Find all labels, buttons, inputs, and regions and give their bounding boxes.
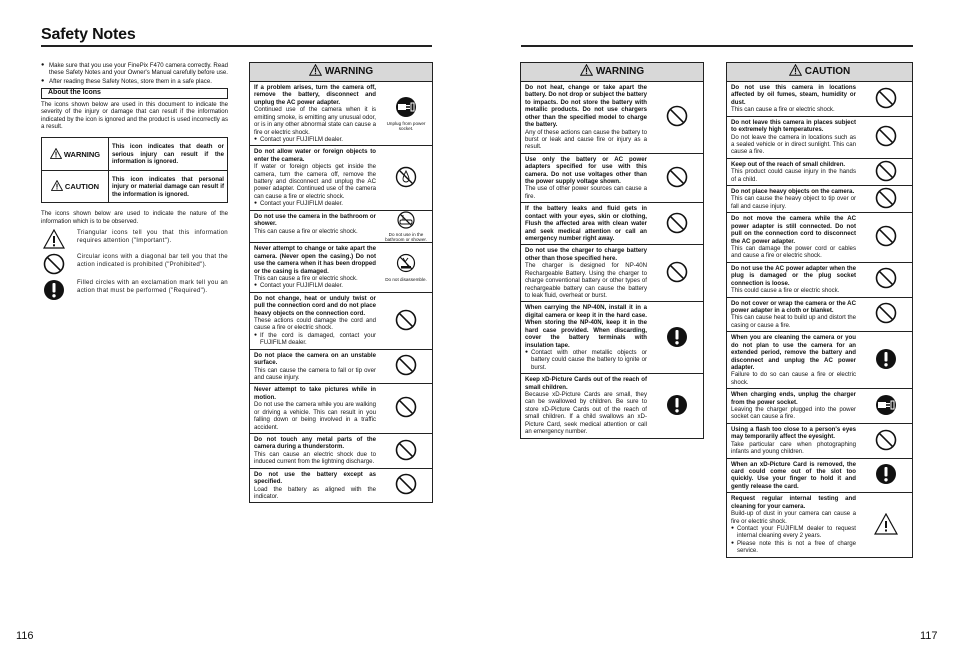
row-body: This can cause heat to build up and distort the casing or cause a fire. <box>731 314 856 329</box>
row-text <box>250 243 380 292</box>
row-text <box>250 384 380 433</box>
row-bullet: ● Contact your FUJIFILM dealer. <box>254 200 376 207</box>
table-row <box>250 243 432 293</box>
prohibited-icon <box>41 253 67 275</box>
row-text <box>727 82 860 116</box>
table-header: WARNING <box>595 65 645 77</box>
row-body: Load the battery as aligned with the indicator. <box>254 485 376 500</box>
row-bullet: ● Contact your FUJIFILM dealer. <box>254 136 376 143</box>
row-heading: Keep xD-Picture Cards out of the reach of small children. <box>525 376 647 391</box>
table-row <box>727 263 912 298</box>
row-icon-cell <box>651 245 703 301</box>
legend-row-warning <box>42 138 227 170</box>
row-heading: Do not heat, change or take apart the battery. Do not drop or subject the battery to impacts. Do not store the battery with metallic products. Do not use chargers other than the specified model to charge the battery. <box>525 84 647 129</box>
row-icon-cell <box>651 154 703 203</box>
row-body: This can damage the power cord or cables and cause a fire or electric shock. <box>731 245 856 260</box>
row-text <box>250 146 380 209</box>
row-text <box>521 245 651 301</box>
table-row <box>727 389 912 424</box>
triangle-icon <box>874 513 898 537</box>
row-heading: Do not use the charger to charge battery other than those specified here. <box>525 247 647 262</box>
unplug-icon <box>395 96 417 120</box>
title-rule-left <box>41 45 432 47</box>
table-row <box>250 82 432 146</box>
prohibited-icon <box>666 105 688 129</box>
table-row <box>250 293 432 350</box>
row-heading: When carrying the NP-40N, install it in a digital camera or keep it in the hard case. When storing the NP-40N, keep it in the hard case provided. When discarding, cover the battery terminals with insulation tape. <box>525 304 647 349</box>
no-water-icon <box>395 166 417 190</box>
row-body: If water or foreign objects get inside the camera, turn the camera off, remove the battery and disconnect and unplug the AC power adapter. Continued use of the camera can cause a fire or electric shock. <box>254 163 376 200</box>
row-icon-cell <box>860 389 912 423</box>
row-text <box>727 186 860 212</box>
row-body: Because xD-Picture Cards are small, they can be swallowed by children. Be sure to store xD-Picture Cards out of the reach of small children. If a child swallows an xD-Picture Card, seek medical attention or call an emergency number. <box>525 391 647 436</box>
row-heading: Do not leave this camera in places subject to extremely high temperatures. <box>731 118 856 134</box>
row-text <box>250 82 380 145</box>
table-row <box>250 434 432 469</box>
no-bathroom-icon <box>395 211 417 231</box>
caution-table <box>726 62 913 558</box>
table-row <box>727 82 912 117</box>
icon-caption: Do not use in the bathroom or shower. <box>385 232 427 243</box>
row-body: Failure to do so can cause a fire or electric shock. <box>731 371 856 386</box>
row-body: Leaving the charger plugged into the power socket can cause a fire. <box>731 406 856 421</box>
row-icon-cell <box>651 374 703 437</box>
row-icon-cell <box>380 293 432 349</box>
table-row <box>250 211 432 244</box>
no-disassemble-icon <box>395 253 417 275</box>
symbols-intro-text: The icons shown below are used to indicate the nature of the information which is to be observed. <box>41 210 228 225</box>
table-row <box>727 493 912 556</box>
row-icon-cell <box>860 493 912 556</box>
intro-bullet: ● After reading these Safety Notes, store them in a safe place. <box>41 78 228 85</box>
prohibited-icon <box>666 166 688 190</box>
row-text <box>521 302 651 373</box>
prohibited-icon <box>875 429 897 453</box>
table-row <box>521 374 703 437</box>
row-icon-cell <box>860 459 912 493</box>
row-icon-cell <box>651 302 703 373</box>
row-icon-cell <box>380 469 432 503</box>
row-icon-cell <box>651 82 703 153</box>
row-text <box>250 293 380 349</box>
row-icon-cell <box>380 384 432 433</box>
row-heading: Do not allow water or foreign objects to enter the camera. <box>254 148 376 163</box>
legend-label-warning: WARNING <box>63 149 101 159</box>
required-icon <box>875 463 897 487</box>
row-body: This can cause the heavy object to tip over or fall and cause injury. <box>731 195 856 210</box>
row-heading: Use only the battery or AC power adapters specified for use with this camera. Do not use voltages other than the power supply voltage shown. <box>525 155 647 186</box>
table-row <box>521 154 703 204</box>
row-bullet: ● Contact your FUJIFILM dealer to request internal cleaning every 2 years. <box>731 525 856 540</box>
table-row <box>727 213 912 263</box>
row-icon-cell <box>380 82 432 145</box>
caution-triangle-icon <box>51 180 63 193</box>
row-text <box>521 203 651 244</box>
warning-triangle-icon <box>50 148 62 161</box>
row-text <box>727 117 860 158</box>
prohibited-icon <box>875 225 897 249</box>
row-icon-cell <box>860 298 912 332</box>
table-row <box>250 469 432 503</box>
row-text <box>250 350 380 384</box>
page-number-left: 116 <box>16 630 34 642</box>
table-row <box>521 302 703 374</box>
row-body: This product could cause injury in the hands of a child. <box>731 168 856 183</box>
warning-table-1 <box>249 62 433 503</box>
row-icon-cell <box>860 213 912 262</box>
legend-desc-warning: This icon indicates that death or serious injury can result if the information is ignored. <box>112 143 224 166</box>
caution-triangle-icon <box>789 64 802 80</box>
table-row <box>727 332 912 389</box>
row-text <box>727 159 860 185</box>
row-heading: Keep out of the reach of small children. <box>731 160 846 168</box>
prohibited-icon <box>875 160 897 184</box>
row-text <box>250 211 380 243</box>
row-icon-cell <box>860 424 912 458</box>
table-row <box>521 245 703 302</box>
row-heading: Do not touch any metal parts of the camera during a thunderstorm. <box>254 435 376 451</box>
row-body: This can cause a fire or electric shock. <box>254 274 358 282</box>
row-body: The use of other power sources can cause a fire. <box>525 185 647 200</box>
row-heading: Do not change, heat or unduly twist or pull the connection cord and do not place heavy objects on the connection cord. <box>254 294 376 317</box>
table-row <box>727 186 912 213</box>
row-heading: Do not use the AC power adapter when the plug is damaged or the plug socket connection is loose. <box>731 264 856 287</box>
icon-caption: Unplug from power socket. <box>386 121 426 132</box>
table-row <box>727 459 912 494</box>
row-text <box>727 298 860 332</box>
intro-column <box>41 62 228 301</box>
prohibited-icon <box>875 267 897 291</box>
prohibited-icon <box>875 187 897 211</box>
warning-triangle-icon <box>309 64 322 80</box>
row-text <box>250 469 380 503</box>
row-icon-cell <box>860 82 912 116</box>
row-bullet: ● If the cord is damaged, contact your FUJIFILM dealer. <box>254 332 376 347</box>
row-icon-cell <box>860 186 912 212</box>
prohibited-icon <box>395 439 417 463</box>
row-body: This can cause an electric shock due to induced current from the lightning discharge. <box>254 450 376 466</box>
row-heading: Do not use the camera in the bathroom or shower. <box>254 212 376 228</box>
row-icon-cell <box>860 263 912 297</box>
row-bullet: ● Contact your FUJIFILM dealer. <box>254 282 376 289</box>
row-icon-cell <box>380 211 432 243</box>
legend-row-caution <box>42 170 227 202</box>
intro-bullet: ● Make sure that you use your FinePix F470 camera correctly. Read these Safety Notes and your Owner's Manual carefully before use. <box>41 62 228 77</box>
row-text <box>521 154 651 203</box>
prohibited-icon <box>395 354 417 378</box>
row-icon-cell <box>860 117 912 158</box>
row-body: The charger is designed for NP-40N Rechargeable Battery. Using the charger to charge conventional battery or other types of rechargeable battery can cause the battery to leak fluid, overheat or burst. <box>525 262 647 299</box>
about-icons-heading: About the Icons <box>41 88 228 99</box>
table-row <box>521 82 703 154</box>
row-heading: Do not place the camera on an unstable surface. <box>254 351 376 367</box>
warning-triangle-icon <box>580 64 593 80</box>
unplug-icon <box>875 394 897 418</box>
prohibited-icon <box>395 309 417 333</box>
row-bullet: ● Contact with other metallic objects or battery could cause the battery to ignite or burst. <box>525 349 647 371</box>
table-row <box>727 159 912 186</box>
row-heading: When you are cleaning the camera or you do not plan to use the camera for an extended period, remove the battery and disconnect and unplug the AC power adapter. <box>731 334 856 371</box>
row-icon-cell <box>380 434 432 468</box>
row-body: This can cause a fire or electric shock. <box>731 106 835 114</box>
icon-caption: Do not disassemble. <box>385 276 427 282</box>
symbol-row-prohibited: Circular icons with a diagonal bar tell you that the action indicated is prohibited ("Prohibited"). <box>41 253 228 275</box>
table-row <box>250 350 432 385</box>
required-icon <box>666 326 688 350</box>
row-heading: Never attempt to change or take apart the camera. (Never open the casing.) Do not use the camera when it has been dropped or the casing is damaged. <box>254 245 376 275</box>
row-icon-cell <box>651 203 703 244</box>
row-text <box>727 389 860 423</box>
row-body: This can cause the camera to fall or tip over and cause injury. <box>254 366 376 382</box>
table-header: CAUTION <box>804 65 851 77</box>
row-heading: Do not use this camera in locations affected by oil fumes, steam, humidity or dust. <box>731 84 856 106</box>
table-row <box>250 146 432 210</box>
table-row <box>727 298 912 333</box>
title-rule-right <box>521 45 913 47</box>
row-body: This could cause a fire or electric shock. <box>731 287 840 295</box>
row-heading: Do not move the camera while the AC power adapter is still connected. Do not pull on the connection cord to disconnect the AC power adapter. <box>731 215 856 245</box>
row-text <box>727 332 860 388</box>
row-body: Take particular care when photographing infants and young children. <box>731 440 856 456</box>
prohibited-icon <box>875 302 897 326</box>
row-heading: Do not use the battery except as specified. <box>254 470 376 486</box>
row-text <box>521 82 651 153</box>
triangle-icon <box>41 229 67 249</box>
table-row <box>521 203 703 245</box>
icon-legend-table <box>41 137 228 203</box>
row-bullet: ● Please note this is not a free of charge service. <box>731 540 856 555</box>
about-icons-text: The icons shown below are used in this document to indicate the severity of the injury or damage that can result if the information indicated by the icon is ignored and the product is used incorrectly as a result. <box>41 100 228 131</box>
row-heading: Never attempt to take pictures while in motion. <box>254 386 376 401</box>
table-row <box>727 117 912 159</box>
required-icon <box>666 394 688 418</box>
prohibited-icon <box>395 473 417 497</box>
prohibited-icon <box>875 87 897 111</box>
legend-desc-caution: This icon indicates that personal injury or material damage can result if the information is ignored. <box>112 175 224 198</box>
symbol-row-required: Filled circles with an exclamation mark tell you an action that must be performed ("Required"). <box>41 279 228 301</box>
row-text <box>727 493 860 556</box>
row-body: These actions could damage the cord and cause a fire or electric shock. <box>254 317 376 332</box>
row-text <box>727 213 860 262</box>
row-body: Build-up of dust in your camera can cause a fire or electric shock. <box>731 510 856 525</box>
legend-label-caution: CAUTION <box>64 182 100 192</box>
warning-table-2 <box>520 62 704 439</box>
row-icon-cell <box>860 159 912 185</box>
row-heading: Request regular internal testing and cleaning for your camera. <box>731 495 856 510</box>
row-heading: When an xD-Picture Card is removed, the card could come out of the slot too quickly. Use your finger to hold it and gently release the card. <box>731 460 856 490</box>
table-row <box>250 384 432 434</box>
table-row <box>727 424 912 459</box>
row-text <box>727 263 860 297</box>
row-text <box>727 459 860 493</box>
row-text <box>521 374 651 437</box>
page-number-right: 117 <box>920 630 938 642</box>
table-header: WARNING <box>324 65 374 77</box>
row-heading: Do not cover or wrap the camera or the AC power adapter in a cloth or blanket. <box>731 299 856 314</box>
prohibited-icon <box>875 125 897 149</box>
row-body: Any of these actions can cause the battery to burst or leak and cause fire or injury as a result. <box>525 128 647 151</box>
row-heading: If the battery leaks and fluid gets in contact with your eyes, skin or clothing, Flush the affected area with clean water and seek medical attention or call an emergency number right away. <box>525 205 647 243</box>
row-heading: Using a flash too close to a person's eyes may temporarily affect the eyesight. <box>731 425 856 441</box>
row-body: Do not use the camera while you are walking or driving a vehicle. This can result in you falling down or being involved in a traffic accident. <box>254 401 376 431</box>
row-icon-cell <box>380 146 432 209</box>
symbol-row-triangle: Triangular icons tell you that this information requires attention ("Important"). <box>41 229 228 249</box>
row-text <box>250 434 380 468</box>
page-title: Safety Notes <box>41 26 136 43</box>
prohibited-icon <box>666 212 688 236</box>
required-icon <box>875 348 897 372</box>
row-heading: If a problem arises, turn the camera off, remove the battery, disconnect and unplug the AC power adapter. <box>254 84 376 106</box>
required-icon <box>41 279 67 301</box>
row-icon-cell <box>860 332 912 388</box>
row-text <box>727 424 860 458</box>
prohibited-icon <box>395 396 417 420</box>
row-heading: When charging ends, unplug the charger from the power socket. <box>731 391 856 406</box>
row-body: Continued use of the camera when it is emitting smoke, is emitting any unusual odor, or is in any other abnormal state can cause a fire or electric shock. <box>254 106 376 136</box>
row-body: Do not leave the camera in locations such as a sealed vehicle or in direct sunlight. This can cause a fire. <box>731 133 856 156</box>
prohibited-icon <box>666 261 688 285</box>
row-body: This can cause a fire or electric shock. <box>254 227 358 235</box>
row-icon-cell <box>380 350 432 384</box>
row-icon-cell <box>380 243 432 292</box>
row-heading: Do not place heavy objects on the camera. <box>731 188 855 196</box>
